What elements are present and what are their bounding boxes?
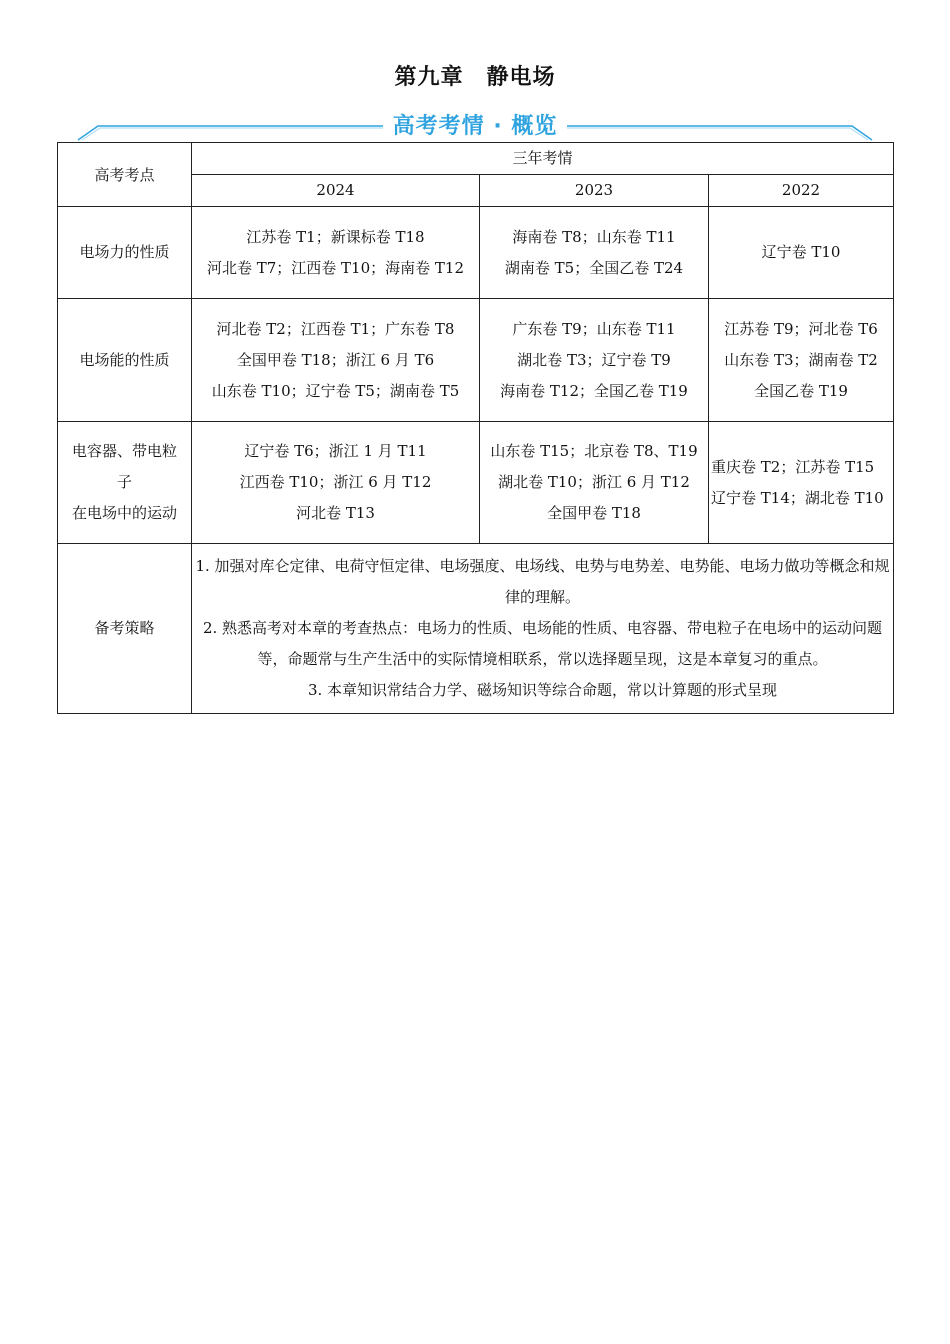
exam-entry: 山东卷 T3；湖南卷 T2 — [724, 350, 878, 369]
exam-entry: 海南卷 T8；山东卷 T11 — [512, 227, 676, 246]
three-year-header: 三年考情 — [192, 143, 894, 175]
cell-2022 — [709, 299, 894, 422]
exam-entry: 河北卷 T2；江西卷 T1；广东卷 T8 — [216, 319, 455, 338]
exam-entry: 湖北卷 T10；浙江 6 月 T12 — [498, 473, 690, 491]
exam-entry: 全国甲卷 T18 — [547, 504, 641, 522]
section-banner — [76, 106, 874, 142]
exam-entry: 山东卷 T10；辽宁卷 T5；湖南卷 T5 — [211, 381, 460, 400]
strategy-item: 2. 熟悉高考对本章的考查热点：电场力的性质、电场能的性质、电容器、带电粒子在电场中的运动问题等，命题常与生产生活中的实际情境相联系，常以选择题呈现，这是本章复习的重点。 — [202, 619, 883, 668]
cell-2023 — [480, 207, 709, 299]
cell-2024 — [192, 422, 480, 544]
topic-cell — [58, 299, 192, 422]
cell-2024 — [192, 299, 480, 422]
table-row — [58, 207, 894, 299]
exam-entry: 江苏卷 T9；河北卷 T6 — [724, 319, 878, 338]
strategy-item: 3. 本章知识常结合力学、磁场知识等综合命题，常以计算题的形式呈现 — [307, 681, 778, 699]
exam-entry: 全国甲卷 T18；浙江 6 月 T6 — [236, 350, 435, 369]
exam-entry: 湖南卷 T5；全国乙卷 T24 — [504, 258, 684, 277]
banner-title: 高考考情 · 概览 — [383, 114, 568, 139]
exam-entry: 全国乙卷 T19 — [754, 381, 848, 400]
cell-2022 — [709, 422, 894, 544]
topic-line: 电场能的性质 — [79, 350, 170, 369]
topic-line: 子 — [116, 473, 132, 491]
table-header-row — [58, 143, 894, 175]
exam-entry: 山东卷 T15；北京卷 T8、T19 — [490, 442, 698, 460]
exam-entry: 广东卷 T9；山东卷 T11 — [512, 319, 676, 338]
topic-cell — [58, 207, 192, 299]
cell-2024 — [192, 207, 480, 299]
exam-entry: 辽宁卷 T10 — [761, 243, 841, 261]
cell-2022 — [709, 207, 894, 299]
chapter-title: 第九章 静电场 — [394, 65, 556, 90]
topic-line: 在电场中的运动 — [71, 504, 177, 522]
topic-line: 电场力的性质 — [79, 243, 170, 261]
exam-entry: 重庆卷 T2；江苏卷 T15 — [711, 457, 875, 476]
exam-entry: 河北卷 T7；江西卷 T10；海南卷 T12 — [206, 258, 465, 277]
year-2024-header: 2024 — [192, 175, 480, 207]
exam-entry: 河北卷 T13 — [296, 504, 375, 522]
strategy-item: 1. 加强对库仑定律、电荷守恒定律、电场强度、电场线、电势与电势差、电势能、电场力做功等概念和规律的理解。 — [195, 557, 890, 606]
exam-entry: 江西卷 T10；浙江 6 月 T12 — [239, 473, 432, 491]
year-2022-header: 2022 — [709, 175, 894, 207]
strategy-content — [192, 544, 894, 714]
table-row — [58, 299, 894, 422]
exam-overview-table — [57, 142, 894, 714]
exam-entry: 海南卷 T12；全国乙卷 T19 — [500, 381, 688, 400]
topic-header: 高考考点 — [58, 143, 192, 207]
cell-2023 — [480, 422, 709, 544]
strategy-row — [58, 544, 894, 714]
table-row — [58, 422, 894, 544]
exam-entry: 江苏卷 T1；新课标卷 T18 — [246, 227, 425, 246]
exam-entry: 湖北卷 T3；辽宁卷 T9 — [517, 350, 671, 369]
topic-line: 电容器、带电粒 — [71, 442, 177, 460]
exam-entry: 辽宁卷 T14；湖北卷 T10 — [711, 488, 884, 507]
strategy-label: 备考策略 — [58, 544, 192, 714]
topic-cell — [58, 422, 192, 544]
year-2023-header: 2023 — [480, 175, 709, 207]
cell-2023 — [480, 299, 709, 422]
exam-entry: 辽宁卷 T6；浙江 1 月 T11 — [244, 442, 427, 460]
